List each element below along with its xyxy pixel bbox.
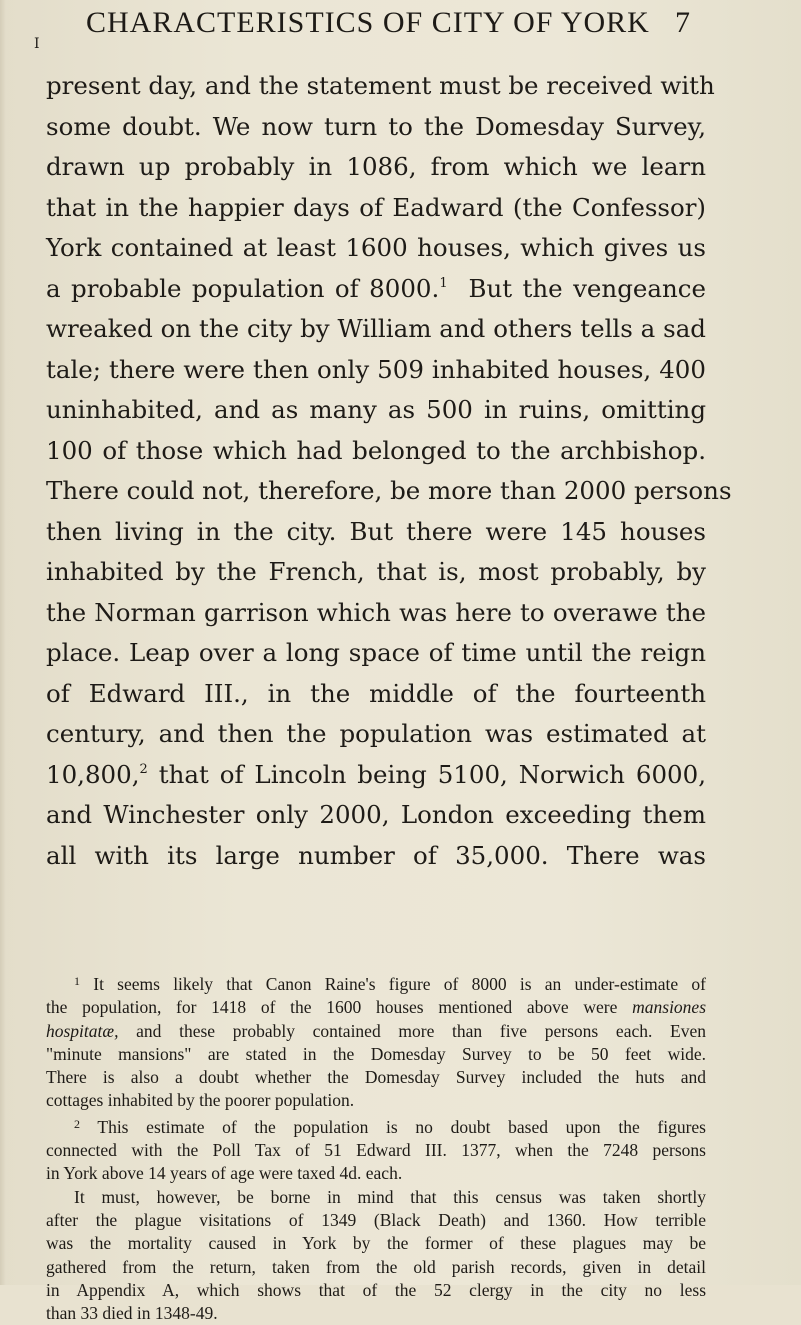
text-line: place. Leap over a long space of time until the reign xyxy=(46,638,706,667)
text-line: wreaked on the city by William and others tells a sad xyxy=(46,314,706,343)
text-segment: and these probably contained more than five persons each. Even xyxy=(136,1020,707,1041)
footnote-line: after the plague visitations of 1349 (Black Death) and 1360. How terrible xyxy=(46,1209,706,1230)
text-line: drawn up probably in 1086, from which we learn xyxy=(46,152,706,181)
text-line: There could not, therefore, be more than 2000 persons xyxy=(46,476,732,505)
text-segment: It seems likely that Canon Raine's figure of 8000 is an under-estimate of xyxy=(93,974,706,994)
footnote-line: There is also a doubt whether the Domesday Survey included the huts and xyxy=(46,1067,706,1088)
text-line: 100 of those which had belonged to the archbishop. xyxy=(46,435,706,465)
page-header xyxy=(30,6,690,66)
text-line: York contained at least 1600 houses, which gives us xyxy=(46,233,706,262)
main-text xyxy=(46,66,732,876)
footnote-line: in York above 14 years of age were taxed 4d. each. xyxy=(46,1163,403,1184)
footnote-line: gathered from the return, taken from the old parish records, given in detail xyxy=(46,1256,706,1277)
footnote-line: in Appendix A, which shows that of the 52 clergy in the city no less xyxy=(46,1279,706,1300)
footnote-line: "minute mansions" are stated in the Domesday Survey to be 50 feet wide. xyxy=(46,1043,706,1064)
footnote-ref-1: 1 xyxy=(439,275,448,291)
footnote-line xyxy=(46,1020,706,1043)
italic-term: hospitatæ, xyxy=(46,1020,119,1041)
running-title: CHARACTERISTICS OF CITY OF YORK xyxy=(86,6,650,39)
footnote-line: cottages inhabited by the poorer population. xyxy=(46,1090,355,1111)
page-spine-shadow xyxy=(0,0,6,1285)
text-line: of Edward III., in the middle of the fourteenth xyxy=(46,678,706,708)
text-line: the Norman garrison which was here to overawe the xyxy=(46,597,706,627)
text-segment: that of Lincoln being 5100, Norwich 6000, xyxy=(158,759,706,789)
text-line: tale; there were then only 509 inhabited houses, 400 xyxy=(46,354,706,384)
footnote-line: was the mortality caused in York by the former of these plagues may be xyxy=(46,1233,706,1254)
text-segment: This estimate of the population is no doubt based upon the figures xyxy=(97,1116,706,1137)
footnote-line xyxy=(46,970,706,996)
footnote-number-1: 1 xyxy=(74,974,80,988)
text-line: inhabited by the French, that is, most probably, by xyxy=(46,557,706,586)
footnote-number-2: 2 xyxy=(74,1116,80,1131)
footnote-line: It must, however, be borne in mind that this census was taken shortly xyxy=(74,1186,706,1207)
text-segment: the population, for 1418 of the 1600 houses mentioned above were xyxy=(46,997,618,1018)
signature-mark: I xyxy=(34,36,40,52)
text-segment: But the vengeance xyxy=(468,273,706,303)
footnote-line xyxy=(46,996,706,1019)
footnotes xyxy=(46,970,706,1325)
text-line: all with its large number of 35,000. There was xyxy=(46,840,706,870)
text-line: uninhabited, and as many as 500 in ruins, omitting xyxy=(46,395,706,424)
text-line xyxy=(46,269,706,310)
text-line: some doubt. We now turn to the Domesday Survey, xyxy=(46,111,706,141)
text-line: then living in the city. But there were 145 houses xyxy=(46,516,706,546)
text-line: that in the happier days of Eadward (the Confessor) xyxy=(46,192,706,222)
text-line: century, and then the population was estimated at xyxy=(46,719,706,748)
text-line: and Winchester only 2000, London exceeding them xyxy=(46,800,706,829)
footnote-line xyxy=(46,1113,706,1139)
text-segment: 10,800, xyxy=(46,759,140,789)
footnote-line: than 33 died in 1348-49. xyxy=(46,1303,218,1324)
footnote-line: connected with the Poll Tax of 51 Edward III. 1377, when the 7248 persons xyxy=(46,1140,706,1161)
page-number: 7 xyxy=(675,6,690,39)
text-line xyxy=(46,755,706,796)
footnote-ref-2: 2 xyxy=(139,761,148,777)
italic-term: mansiones xyxy=(632,997,707,1018)
text-segment: a probable population of 8000. xyxy=(46,273,440,303)
text-line: present day, and the statement must be received with xyxy=(46,71,715,100)
